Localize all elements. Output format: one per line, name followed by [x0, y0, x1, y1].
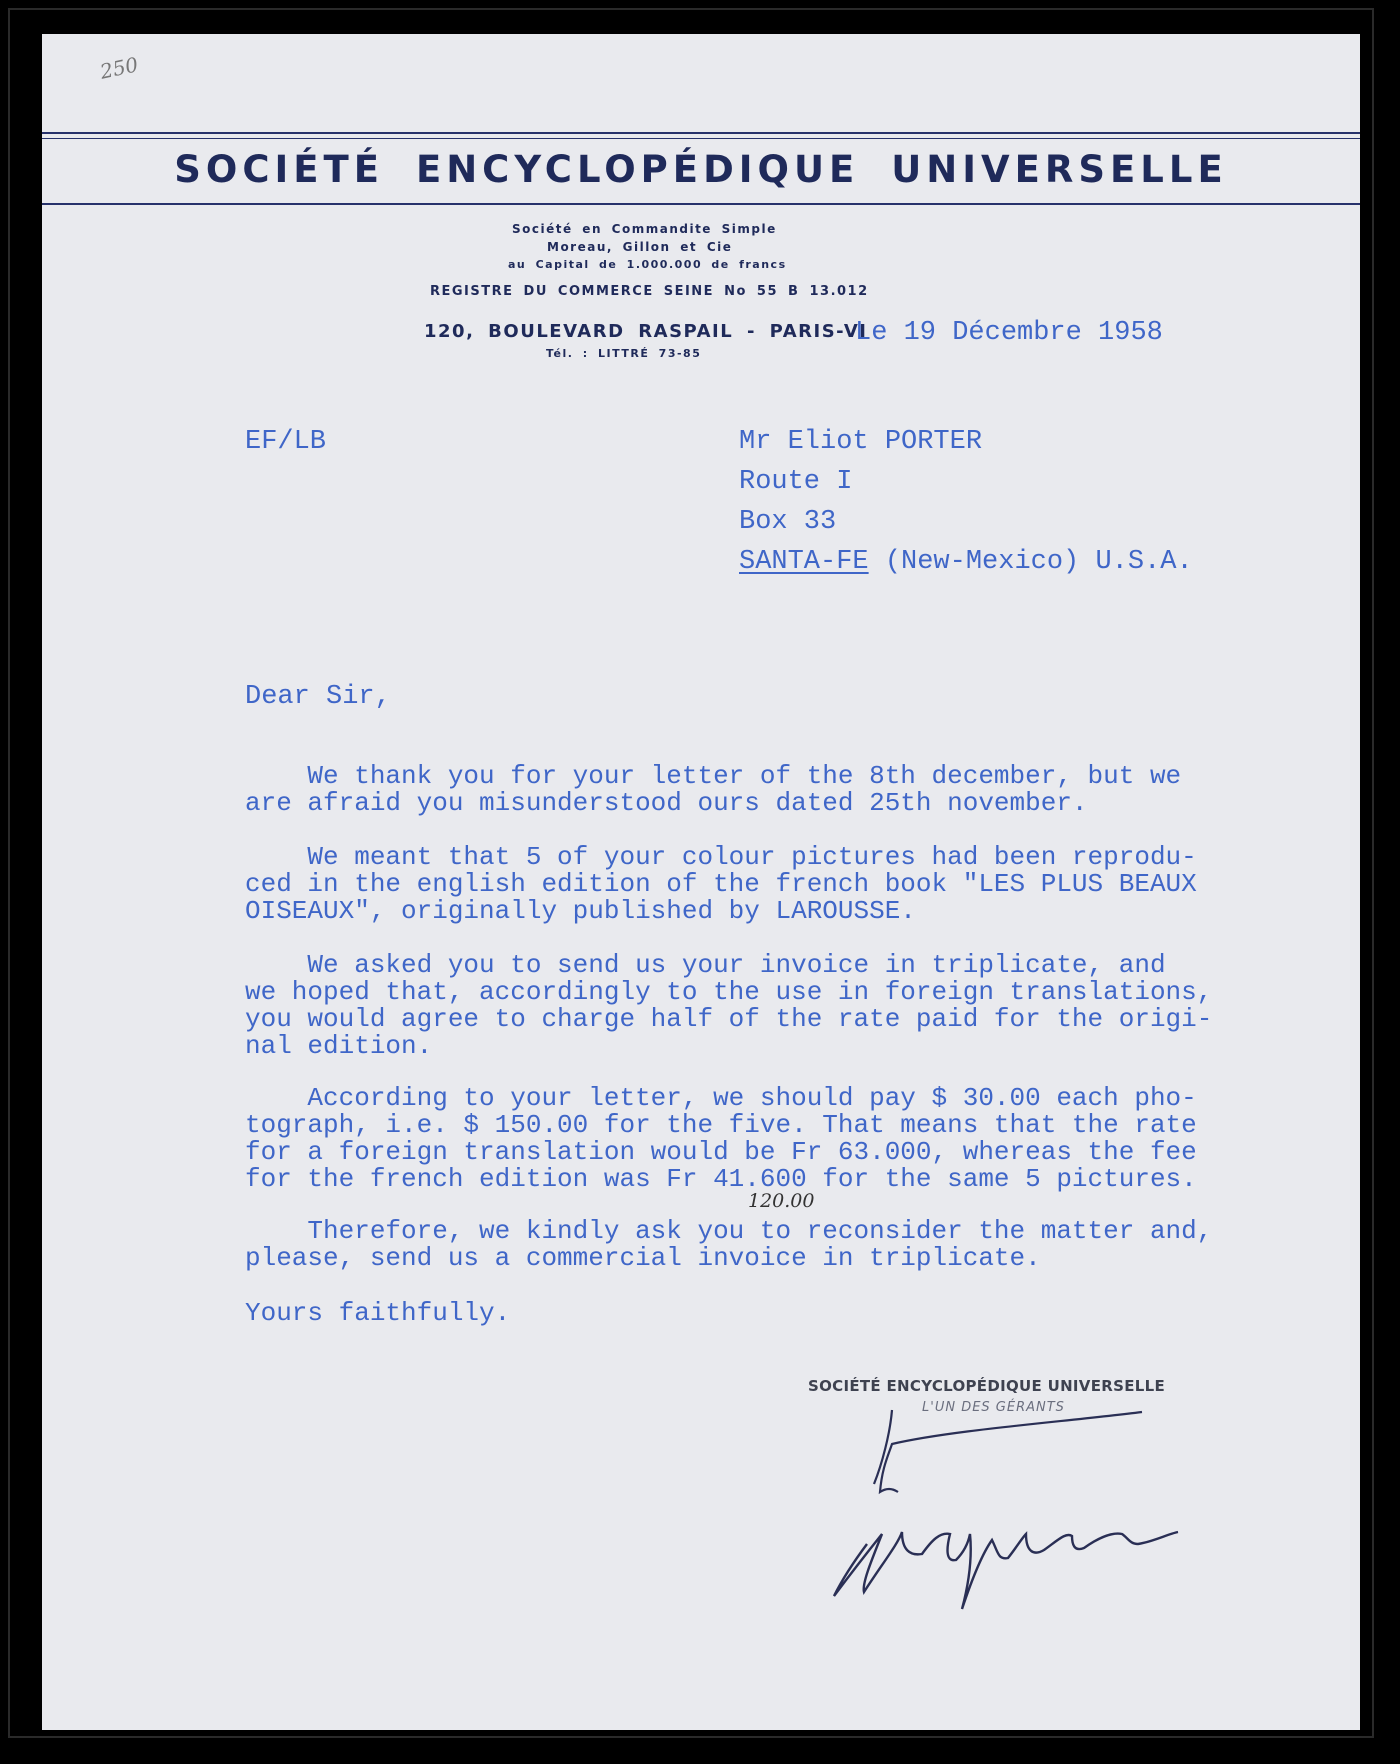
- letter-date: Le 19 Décembre 1958: [855, 318, 1163, 348]
- stamp-company: SOCIÉTÉ ENCYCLOPÉDIQUE UNIVERSELLE: [808, 1377, 1166, 1395]
- letterhead-line-2: Moreau, Gillon et Cie: [547, 240, 733, 254]
- paragraph-2: We meant that 5 of your colour pictures had been reprodu- ced in the english edition of the french book "LES PLUS BEAUX OISEAUX", originally published by LAROUSSE.: [245, 842, 1197, 926]
- letterhead-line-1: Société en Commandite Simple: [512, 222, 777, 236]
- recipient-line-1: Route I: [739, 467, 853, 497]
- paragraph-4: According to your letter, we should pay $ 30.00 each pho- tograph, i.e. $ 150.00 for the five. That means that the rate for a foreign translation would be Fr 63.000, whereas the fee for the french edition was Fr 41.600 for the same 5 pictures.: [245, 1083, 1197, 1194]
- recipient-city-line: [739, 547, 1193, 577]
- header-rule-top-thin: [42, 138, 1360, 139]
- recipient-city: SANTA-FE: [739, 547, 869, 577]
- letterhead-register: REGISTRE DU COMMERCE SEINE No 55 B 13.012: [430, 284, 869, 299]
- company-name: SOCIÉTÉ ENCYCLOPÉDIQUE UNIVERSELLE: [174, 148, 1228, 191]
- header-rule-top: [42, 132, 1360, 134]
- letter-sheet: [42, 34, 1360, 1730]
- salutation: Dear Sir,: [245, 682, 391, 712]
- letterhead-line-3: au Capital de 1.000.000 de francs: [508, 258, 787, 271]
- reference-code: EF/LB: [245, 427, 327, 457]
- paragraph-1: We thank you for your letter of the 8th december, but we are afraid you misunderstood ours dated 25th november.: [245, 761, 1182, 818]
- letterhead-address: 120, BOULEVARD RASPAIL - PARIS-VI: [424, 321, 868, 342]
- paragraph-3: We asked you to send us your invoice in triplicate, and we hoped that, accordingly to the use in foreign translations, you would agree to charge half of the rate paid for the origi- nal edition.: [245, 950, 1213, 1061]
- header-rule-bottom: [42, 203, 1360, 205]
- margin-note: 250: [97, 52, 141, 84]
- handwritten-annotation: 120.00: [748, 1190, 815, 1212]
- paragraph-5: Therefore, we kindly ask you to reconsider the matter and, please, send us a commercial invoice in triplicate.: [245, 1216, 1213, 1273]
- letterhead-phone: Tél. : LITTRÉ 73-85: [546, 347, 702, 360]
- signature: [822, 1404, 1242, 1624]
- stamp-role: L'UN DES GÉRANTS: [922, 1400, 1065, 1415]
- recipient-name: Mr Eliot PORTER: [739, 427, 983, 457]
- recipient-city-rest: (New-Mexico) U.S.A.: [868, 547, 1193, 577]
- recipient-line-2: Box 33: [739, 507, 837, 537]
- closing: Yours faithfully.: [245, 1298, 511, 1328]
